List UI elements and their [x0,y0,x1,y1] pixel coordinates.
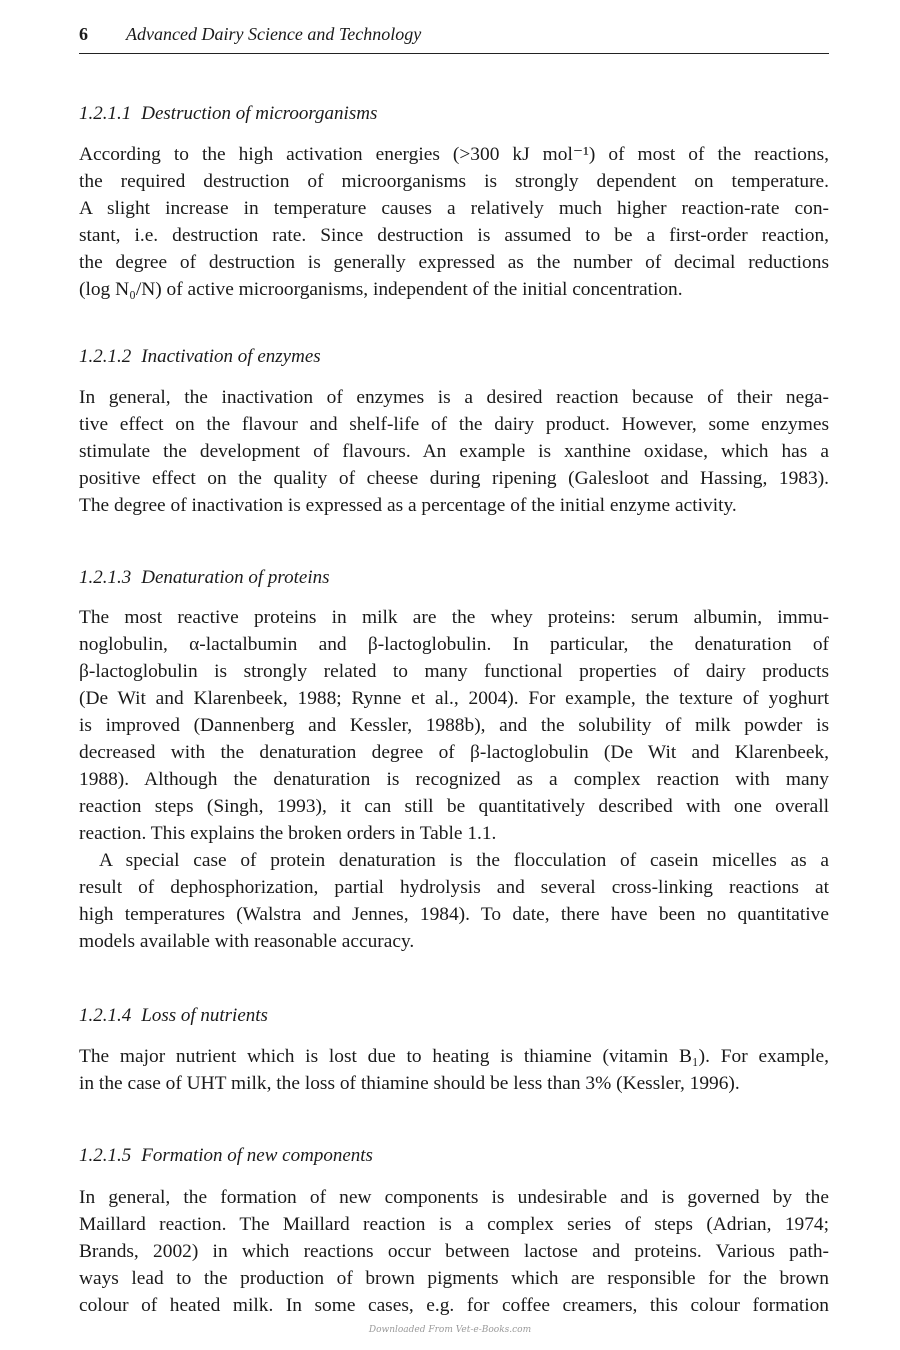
text-line: The degree of inactivation is expressed as a percentage of the initial enzyme activity. [79,495,737,516]
text-line: ways lead to the production of brown pigments which are responsible for the brown [79,1268,829,1289]
text-line: result of dephosphorization, partial hydrolysis and several cross-linking reactions at [79,877,829,898]
text-line: high temperatures (Walstra and Jennes, 1984). To date, there have been no quantitative [79,904,829,925]
section-heading [79,1004,829,1028]
text-line: A slight increase in temperature causes a relatively much higher reaction-rate con- [79,198,829,219]
text-line: (log N₀/N) of active microorganisms, independent of the initial concentration. [79,279,683,300]
section-number: 1.2.1.5 [79,1145,132,1166]
running-head [79,22,829,54]
text-line: models available with reasonable accuracy. [79,931,415,952]
section-heading [79,345,829,369]
text-line: tive effect on the flavour and shelf-life of the dairy product. However, some enzymes [79,414,829,435]
text-line: reaction. This explains the broken orders in Table 1.1. [79,823,497,844]
paragraph [79,1184,829,1319]
text-line: the degree of destruction is generally expressed as the number of decimal reductions [79,252,829,273]
section-title: Destruction of microorganisms [141,103,378,124]
book-title: Advanced Dairy Science and Technology [126,24,422,44]
section-title: Formation of new components [141,1145,373,1166]
paragraph [79,604,829,955]
paragraph [79,141,829,303]
section-heading [79,566,829,590]
section-title: Inactivation of enzymes [141,346,321,367]
section-number: 1.2.1.3 [79,567,132,588]
text-line: positive effect on the quality of cheese during ripening (Galesloot and Hassing, 1983). [79,468,829,489]
text-line: is improved (Dannenberg and Kessler, 1988b), and the solubility of milk powder is [79,715,829,736]
text-line: (De Wit and Klarenbeek, 1988; Rynne et al., 2004). For example, the texture of yoghurt [79,688,829,709]
paragraph [79,384,829,519]
section-number: 1.2.1.4 [79,1005,132,1026]
text-line: colour of heated milk. In some cases, e.g. for coffee creamers, this colour formation [79,1295,829,1316]
text-line: stimulate the development of flavours. An example is xanthine oxidase, which has a [79,441,829,462]
text-line: In general, the inactivation of enzymes is a desired reaction because of their nega- [79,387,829,408]
text-line: noglobulin, α-lactalbumin and β-lactoglobulin. In particular, the denaturation of [79,634,829,655]
download-watermark: Downloaded From Vet-e-Books.com [368,1325,532,1335]
text-line: the required destruction of microorganisms is strongly dependent on temperature. [79,171,829,192]
text-line: decreased with the denaturation degree of β-lactoglobulin (De Wit and Klarenbeek, [79,742,829,763]
section-heading [79,1144,829,1168]
text-line: The most reactive proteins in milk are the whey proteins: serum albumin, immu- [79,607,829,628]
text-line: β-lactoglobulin is strongly related to many functional properties of dairy products [79,661,829,682]
text-line: Maillard reaction. The Maillard reaction is a complex series of steps (Adrian, 1974; [79,1214,829,1235]
text-line: in the case of UHT milk, the loss of thiamine should be less than 3% (Kessler, 1996). [79,1073,740,1094]
text-line: The major nutrient which is lost due to heating is thiamine (vitamin B₁). For example, [79,1046,829,1067]
section-title: Loss of nutrients [141,1005,268,1026]
text-line: 1988). Although the denaturation is recognized as a complex reaction with many [79,769,829,790]
text-line: Brands, 2002) in which reactions occur between lactose and proteins. Various path- [79,1241,829,1262]
page-number: 6 [79,24,88,44]
paragraph [79,1043,829,1097]
text-line: reaction steps (Singh, 1993), it can still be quantitatively described with one overall [79,796,829,817]
section-title: Denaturation of proteins [141,567,330,588]
section-number: 1.2.1.2 [79,346,132,367]
text-line: In general, the formation of new components is undesirable and is governed by the [79,1187,829,1208]
text-line: stant, i.e. destruction rate. Since destruction is assumed to be a first-order reaction, [79,225,829,246]
section-number: 1.2.1.1 [79,103,132,124]
text-line: A special case of protein denaturation is the flocculation of casein micelles as a [99,850,829,871]
section-heading [79,102,829,126]
text-line: According to the high activation energies (>300 kJ mol⁻¹) of most of the reactions, [79,144,829,165]
